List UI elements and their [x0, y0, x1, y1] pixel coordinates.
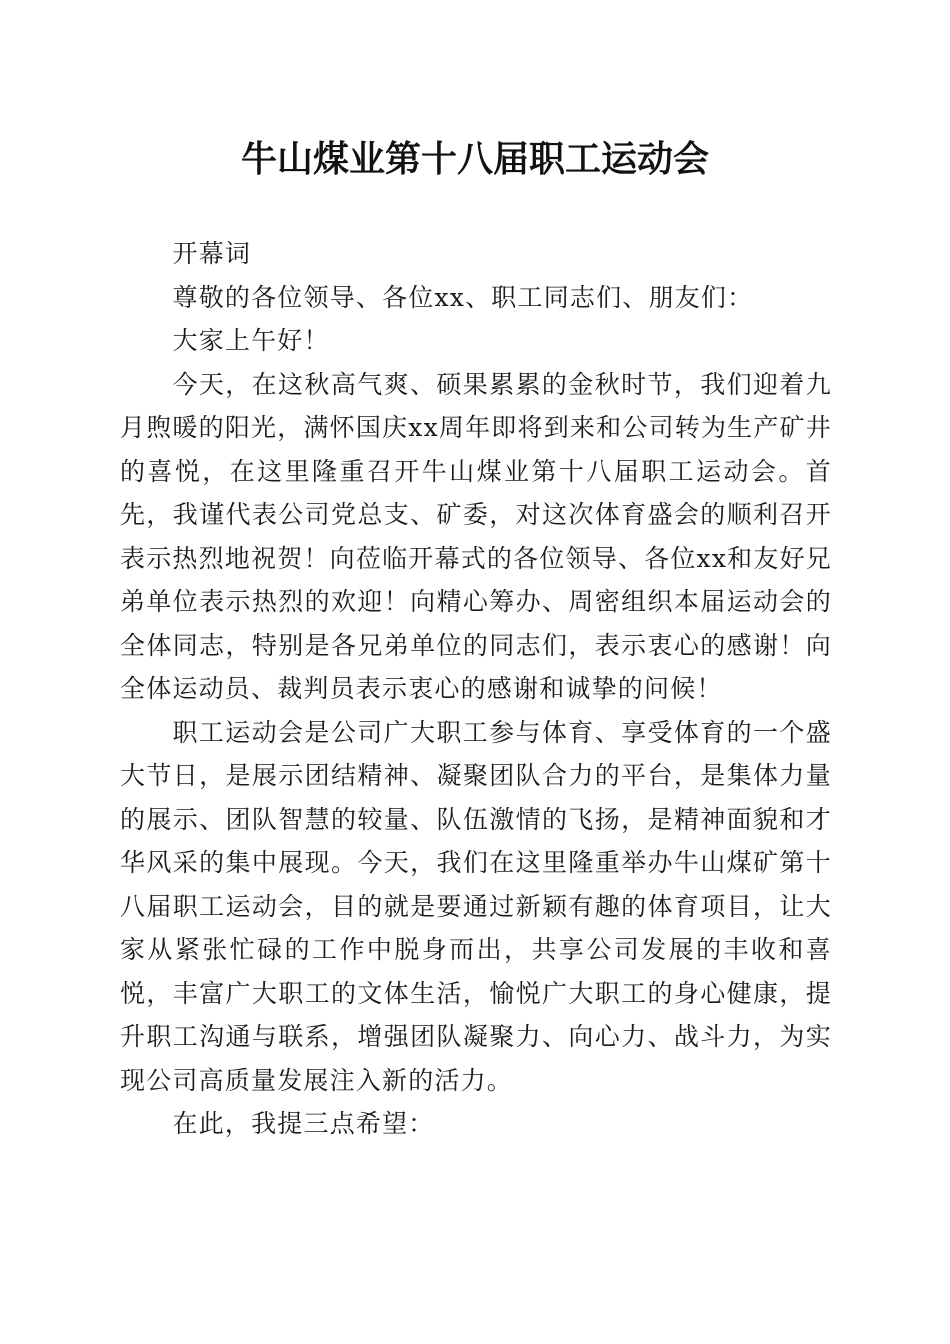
- document-title: 牛山煤业第十八届职工运动会: [240, 139, 709, 180]
- greeting: 大家上午好！: [172, 326, 330, 355]
- document-body: [120, 232, 832, 1146]
- paragraph: 职工运动会是公司广大职工参与体育、享受体育的一个盛大节日，是展示团结精神、凝聚团队合力的平台，是集体力量的展示、团队智慧的较量、队伍激情的飞扬，是精神面貌和才华风采的集中展现。今天，我们在这里隆重举办牛山煤矿第十八届职工运动会，目的就是要通过新颖有趣的体育项目，让大家从紧张忙碌的工作中脱身而出，共享公司发展的丰收和喜悦，丰富广大职工的文体生活，愉悦广大职工的身心健康，提升职工沟通与联系，增强团队凝聚力、向心力、战斗力，为实现公司高质量发展注入新的活力。: [120, 717, 832, 1095]
- salutation: 尊敬的各位领导、各位xx、职工同志们、朋友们：: [172, 282, 754, 312]
- paragraph: 今天，在这秋高气爽、硕果累累的金秋时节，我们迎着九月煦暖的阳光，满怀国庆xx周年即将到来和公司转为生产矿井的喜悦，在这里隆重召开牛山煤业第十八届职工运动会。首先，我谨代表公司党总支、矿委，对这次体育盛会的顺利召开表示热烈地祝贺！向莅临开幕式的各位领导、各位xx和友好兄弟单位表示热烈的欢迎！向精心筹办、周密组织本届运动会的全体同志，特别是各兄弟单位的同志们，表示衷心的感谢！向全体运动员、裁判员表示衷心的感谢和诚挚的问候！: [120, 369, 832, 703]
- paragraph: 在此，我提三点希望：: [172, 1109, 435, 1138]
- heading-opening-speech: 开幕词: [172, 239, 252, 268]
